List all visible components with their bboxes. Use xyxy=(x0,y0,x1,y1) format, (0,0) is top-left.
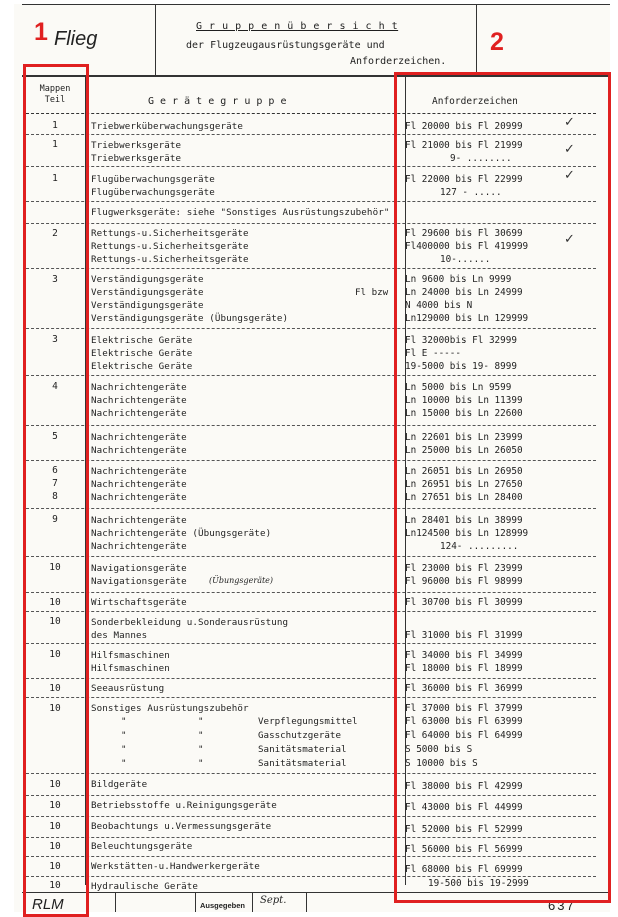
group-name: Verständigungsgeräte xyxy=(91,300,204,311)
code-range: Fl 52000 bis Fl 52999 xyxy=(405,824,523,835)
ditto-mark: " xyxy=(198,730,204,741)
teil-number: 1 xyxy=(52,173,58,184)
code-range: Fl 31000 bis Fl 31999 xyxy=(405,630,523,641)
group-name: Flugüberwachungsgeräte xyxy=(91,174,215,185)
teil-number-part: 8 xyxy=(52,491,58,502)
teil-number: 10 xyxy=(49,861,61,872)
group-name: Nachrichtengeräte xyxy=(91,466,187,477)
code-range: Ln129000 bis Ln 129999 xyxy=(405,313,529,324)
code-range: Fl 23000 bis Fl 23999 xyxy=(405,563,523,574)
group-name: Nachrichtengeräte xyxy=(91,541,187,552)
frame-top-line xyxy=(22,4,610,5)
group-name: Nachrichtengeräte xyxy=(91,479,187,490)
annotation-box-2 xyxy=(394,72,611,903)
document-subtitle-2: Anforderzeichen. xyxy=(350,56,447,67)
code-range: Fl 56000 bis Fl 56999 xyxy=(405,844,523,855)
ausgegeben-label: Ausgegeben xyxy=(200,901,246,910)
group-name: Rettungs-u.Sicherheitsgeräte xyxy=(91,241,249,252)
group-name: Sonderbekleidung u.Sonderausrüstung xyxy=(91,617,289,628)
group-name: Werkstätten-u.Handwerkergeräte xyxy=(91,861,260,872)
group-name: Triebwerküberwachungsgeräte xyxy=(91,121,244,132)
teil-number: 10 xyxy=(49,779,61,790)
footer-divider xyxy=(306,892,307,912)
footer-divider xyxy=(195,892,196,912)
code-range: Ln 26951 bis Ln 27650 xyxy=(405,479,523,490)
header-divider-right xyxy=(476,4,477,75)
code-range: Fl 22000 bis Fl 22999 xyxy=(405,174,523,185)
code-range: Ln 22601 bis Ln 23999 xyxy=(405,432,523,443)
code-range: Fl 34000 bis Fl 34999 xyxy=(405,650,523,661)
group-name: Nachrichtengeräte xyxy=(91,382,187,393)
group-name: Nachrichtengeräte xyxy=(91,515,187,526)
group-name: Rettungs-u.Sicherheitsgeräte xyxy=(91,254,249,265)
check-mark: ✓ xyxy=(564,142,575,157)
group-name: Bildgeräte xyxy=(91,779,148,790)
code-range: N 4000 bis N xyxy=(405,300,473,311)
teil-number: 1 xyxy=(52,139,58,150)
ditto-mark: " xyxy=(121,730,127,741)
group-name: Navigationsgeräte xyxy=(91,576,187,587)
teil-number: 9 xyxy=(52,514,58,525)
group-name: des Mannes xyxy=(91,630,148,641)
group-name: Verständigungsgeräte (Übungsgeräte) xyxy=(91,313,289,324)
code-range: Fl 29600 bis Fl 30699 xyxy=(405,228,523,239)
sub-item: Sanitätsmaterial xyxy=(258,758,347,769)
code-range: Fl 36000 bis Fl 36999 xyxy=(405,683,523,694)
group-name: Verständigungsgeräte xyxy=(91,274,204,285)
teil-number-part: 6 xyxy=(52,465,58,476)
group-name: Elektrische Geräte xyxy=(91,361,193,372)
group-name: Elektrische Geräte xyxy=(91,348,193,359)
group-name: Triebwerksgeräte xyxy=(91,140,182,151)
header-divider-left xyxy=(155,4,156,75)
teil-number: 10 xyxy=(49,880,61,891)
code-range: 19-500 bis 19-2999 xyxy=(428,878,529,889)
code-range: Fl 38000 bis Fl 42999 xyxy=(405,781,523,792)
ditto-mark: " xyxy=(121,744,127,755)
code-range: Ln 10000 bis Ln 11399 xyxy=(405,395,523,406)
code-range: Ln 15000 bis Ln 22600 xyxy=(405,408,523,419)
sub-item: Verpflegungsmittel xyxy=(258,716,358,727)
group-name: Beleuchtungsgeräte xyxy=(91,841,193,852)
code-range: Fl 30700 bis Fl 30999 xyxy=(405,597,523,608)
footer-divider xyxy=(252,892,253,912)
group-name: Nachrichtengeräte xyxy=(91,432,187,443)
rlm-label: RLM xyxy=(32,896,64,913)
group-name: Nachrichtengeräte xyxy=(91,445,187,456)
author-name: Flieg xyxy=(54,28,98,50)
teil-number: 1 xyxy=(52,120,58,131)
group-name: Seeausrüstung xyxy=(91,683,165,694)
teil-number: 3 xyxy=(52,274,58,285)
mappen-header-line2: Teil xyxy=(44,95,66,105)
teil-number: 10 xyxy=(49,683,61,694)
check-mark: ✓ xyxy=(564,115,575,130)
teil-number: 10 xyxy=(49,821,61,832)
check-mark: ✓ xyxy=(564,232,575,247)
teil-number: 3 xyxy=(52,334,58,345)
group-note: Fl bzw xyxy=(355,287,389,298)
ditto-mark: " xyxy=(121,716,127,727)
code-range: Ln 28401 bis Ln 38999 xyxy=(405,515,523,526)
group-name: Flugüberwachungsgeräte xyxy=(91,187,215,198)
group-name: Nachrichtengeräte (Übungsgeräte) xyxy=(91,528,272,539)
code-range: Fl 96000 bis Fl 98999 xyxy=(405,576,523,587)
document-subtitle-1: der Flugzeugausrüstungsgeräte und xyxy=(186,40,385,51)
code-range: Ln 5000 bis Ln 9599 xyxy=(405,382,512,393)
ditto-mark: " xyxy=(121,758,127,769)
group-name: Hilfsmaschinen xyxy=(91,663,170,674)
teil-number: 10 xyxy=(49,800,61,811)
annotation-label-2: 2 xyxy=(490,28,504,56)
group-name: Hilfsmaschinen xyxy=(91,650,170,661)
teil-number: 10 xyxy=(49,616,61,627)
code-range: Ln124500 bis Ln 128999 xyxy=(405,528,529,539)
anforderzeichen-header: Anforderzeichen xyxy=(432,96,518,107)
code-range: Fl 43000 bis Fl 44999 xyxy=(405,802,523,813)
code-range: S 5000 bis S xyxy=(405,744,473,755)
group-name: Flugwerksgeräte: siehe "Sonstiges Ausrüstungszubehör" xyxy=(91,207,390,218)
group-name: Wirtschaftsgeräte xyxy=(91,597,187,608)
code-range: Ln 27651 bis Ln 28400 xyxy=(405,492,523,503)
handwritten-note: (Übungsgeräte) xyxy=(209,576,274,585)
check-mark: ✓ xyxy=(564,168,575,183)
code-range: Fl 21000 bis Fl 21999 xyxy=(405,140,523,151)
code-range: Ln 24000 bis Ln 24999 xyxy=(405,287,523,298)
teil-number: 10 xyxy=(49,841,61,852)
group-name: Triebwerksgeräte xyxy=(91,153,182,164)
group-name: Nachrichtengeräte xyxy=(91,492,187,503)
code-range: Fl 68000 bis Fl 69999 xyxy=(405,864,523,875)
code-range: Ln 25000 bis Ln 26050 xyxy=(405,445,523,456)
group-name: Sonstiges Ausrüstungszubehör xyxy=(91,703,249,714)
ditto-mark: " xyxy=(198,744,204,755)
group-name: Betriebsstoffe u.Reinigungsgeräte xyxy=(91,800,277,811)
teil-number: 4 xyxy=(52,381,58,392)
code-range: Fl 20000 bis Fl 20999 xyxy=(405,121,523,132)
group-name: Verständigungsgeräte xyxy=(91,287,204,298)
group-name: Nachrichtengeräte xyxy=(91,395,187,406)
ditto-mark: " xyxy=(198,716,204,727)
issue-date: Sept. xyxy=(260,895,287,906)
group-name: Beobachtungs u.Vermessungsgeräte xyxy=(91,821,272,832)
code-range: Fl 37000 bis Fl 37999 xyxy=(405,703,523,714)
code-range: Fl E ----- xyxy=(405,348,461,359)
code-range: 9- ........ xyxy=(450,153,512,164)
code-range: 124- ......... xyxy=(440,541,519,552)
mappen-header-line1: Mappen xyxy=(39,84,71,94)
sub-item: Gasschutzgeräte xyxy=(258,730,341,741)
group-name: Navigationsgeräte xyxy=(91,563,187,574)
group-name: Elektrische Geräte xyxy=(91,335,193,346)
annotation-box-1 xyxy=(23,64,89,917)
geraetegruppe-header: G e r ä t e g r u p p e xyxy=(148,96,287,107)
group-name: Rettungs-u.Sicherheitsgeräte xyxy=(91,228,249,239)
ditto-mark: " xyxy=(198,758,204,769)
code-range: Ln 26051 bis Ln 26950 xyxy=(405,466,523,477)
teil-number: 10 xyxy=(49,562,61,573)
code-range: Ln 9600 bis Ln 9999 xyxy=(405,274,512,285)
code-range: 127 - ..... xyxy=(440,187,502,198)
teil-number: 10 xyxy=(49,703,61,714)
teil-number-part: 7 xyxy=(52,478,58,489)
code-range: 19-5000 bis 19- 8999 xyxy=(405,361,517,372)
group-name: Hydraulische Geräte xyxy=(91,881,198,892)
code-range: Fl400000 bis Fl 419999 xyxy=(405,241,529,252)
code-range: Fl 64000 bis Fl 64999 xyxy=(405,730,523,741)
code-range: 10-...... xyxy=(440,254,491,265)
code-range: S 10000 bis S xyxy=(405,758,478,769)
sub-item: Sanitätsmaterial xyxy=(258,744,347,755)
group-name: Nachrichtengeräte xyxy=(91,408,187,419)
teil-number: 2 xyxy=(52,228,58,239)
annotation-label-1: 1 xyxy=(34,18,48,46)
page-number: 637 xyxy=(548,898,576,913)
teil-number: 10 xyxy=(49,597,61,608)
teil-number: 10 xyxy=(49,649,61,660)
document-title: G r u p p e n ü b e r s i c h t xyxy=(196,21,399,32)
footer-divider xyxy=(115,892,116,912)
code-range: Fl 32000bis Fl 32999 xyxy=(405,335,517,346)
code-range: Fl 18000 bis Fl 18999 xyxy=(405,663,523,674)
code-range: Fl 63000 bis Fl 63999 xyxy=(405,716,523,727)
teil-number: 5 xyxy=(52,431,58,442)
